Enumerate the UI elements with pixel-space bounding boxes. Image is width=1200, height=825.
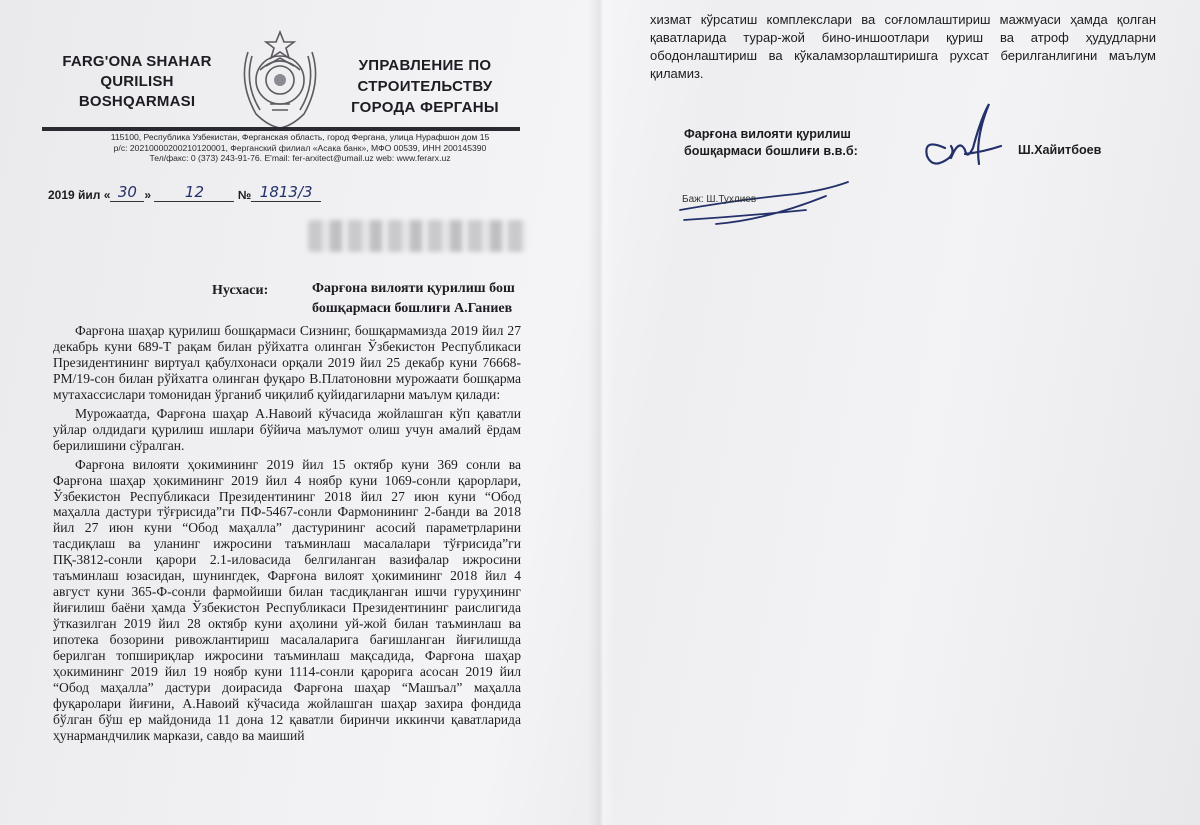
registration-day: 30 bbox=[117, 183, 137, 201]
page-fold bbox=[588, 0, 614, 825]
state-emblem-icon bbox=[230, 22, 330, 132]
letter-body-left bbox=[53, 323, 521, 744]
letterhead-right-line: УПРАВЛЕНИЕ ПО bbox=[358, 57, 492, 74]
copy-label: Нусхаси: bbox=[212, 283, 269, 298]
letterhead-left-line: BOSHQARMASI bbox=[78, 93, 196, 110]
letterhead-right bbox=[340, 55, 510, 118]
letterhead-address bbox=[80, 132, 520, 164]
executor-note: Бaж: Ш.Тухлиев bbox=[682, 194, 757, 205]
copy-recipient-line: Фарғона вилояти қурилиш бош bbox=[312, 281, 515, 296]
signatory-title-line: Фарғона вилояти қурилиш bbox=[684, 127, 851, 141]
signatory-title-line: бошқармаси бошлиғи в.в.б: bbox=[684, 144, 858, 158]
signatory-name: Ш.Хайитбоев bbox=[1018, 143, 1102, 157]
letterhead-left-line: QURILISH bbox=[100, 73, 174, 90]
letterhead-right-line: СТРОИТЕЛЬСТВУ bbox=[357, 78, 493, 95]
letterhead-right-line: ГОРОДА ФЕРГАНЫ bbox=[351, 99, 499, 116]
registration-line bbox=[48, 183, 348, 202]
letterhead-divider bbox=[42, 127, 520, 131]
registration-number-blank bbox=[251, 183, 321, 202]
address-line: 115100, Республика Узбекистан, Ферганская область, город Фергана, улица Нурафшон дом 15 bbox=[110, 132, 490, 142]
letterhead-left-line: FARG'ONA SHAHAR bbox=[62, 53, 212, 70]
handwritten-signature bbox=[905, 98, 1015, 178]
body-paragraph: Фарғона вилояти ҳокимининг 2019 йил 15 октябр куни 369 сонли ва Фарғона шаҳар ҳокимининг 2019 йил 4 ноябр куни 1069-сонли қарорлари, Ўзбекистон Республикаси Президентининг 2018 йил 27 июн куни “Обод маҳалла дастури тўғрисида”ги ПФ-5467-сонли Фармонининг 2-банди ва 2018 йил 27 июн куни “Обод маҳалла” дастурининг асосий параметрларини тасдиқлаш ва уланинг ижросини таъминлаш масалалари тўғрисида”ги ПҚ-3812-сонли қарори 2.1-иловасида белгиланган вазифалар ижросини таъминлаш юзасидан, шунингдек, Фарғона вилоят ҳокимининг 2018 йил 4 август куни 365-Ф-сонли фармойиши билан тасдиқланган ишчи гуруҳининг йиғилиш баёни ҳамда Ўзбекистон Республикаси Президентининг раислигида ўтказилган 2019 йил 28 октябр куни аҳолини уй-жой билан таъминлаш ва ипотека бозорини ривожлантириш масалаларига бағишланган йиғилишда берилган топшириқлар ижросини таъминлаш мақсадида, Фарғона шаҳар ҳокимининг 2019 йил 19 ноябр куни 1114-сонли қарорига асосан 2019 йил “Обод маҳалла” дастури доирасида Фарғона шаҳар “Машъал” маҳалла фуқаролари йиғини, А.Навоий кўчасида жойлашган шаҳар захира фондида бўлган бўш ер майдонида 11 дона 12 қаватли биринчи иккинчи қаватларида ҳунармандчилик маркази, савдо ва маиший bbox=[53, 456, 521, 743]
letter-body-right: хизмат кўрсатиш комплекслари ва соғломлаштириш мажмуаси ҳамда қолган қаватларида турар-жой бино-иншоотлари қуриш ва атроф ҳудудларни ободонлаштириш ва кўкаламзорлаштиришга рухсат берилганлигини маълум қиламиз. bbox=[650, 12, 1156, 81]
letterhead-left bbox=[42, 52, 232, 112]
registration-number: 1813/3 bbox=[259, 183, 313, 201]
address-line: Тел/факс: 0 (373) 243-91-76. E'mail: fer-arxitect@umail.uz web: www.ferarx.uz bbox=[149, 153, 451, 163]
registration-month: 12 bbox=[184, 183, 204, 201]
registration-day-blank bbox=[110, 183, 144, 202]
registration-year: 2019 йил « bbox=[48, 188, 111, 202]
redacted-addressee bbox=[308, 220, 526, 252]
registration-mid: » bbox=[144, 188, 152, 202]
body-paragraph: Фарғона шаҳар қурилиш бошқармаси Сизнинг, бошқармамизда 2019 йил 27 декабрь куни 689-Т рақам билан рўйхатга олинган Ўзбекистон Республикаси Президентининг виртуал қабулхонаси орқали 2019 йил 25 декабр куни 76668-РМ/19-сон билан рўйхатга олинган фуқаро В.Платоновни мурожаати бошқарма мутахассислари томонидан ўрганиб чиқилиб қуйидагиларни маълум қилади: bbox=[53, 323, 521, 402]
body-paragraph: Мурожаатда, Фарғона шаҳар А.Навоий кўчасида жойлашган кўп қаватли уйлар олдидаги қурилиш ишлари бўйича маълумот олиш учун амалий ёрдам берилишини сўралган. bbox=[53, 405, 521, 453]
registration-number-label: № bbox=[237, 188, 252, 202]
copy-recipient-line: бошқармаси бошлиғи А.Ганиев bbox=[312, 301, 513, 316]
copy-recipient bbox=[312, 279, 532, 319]
registration-month-blank bbox=[154, 183, 234, 202]
signatory-title bbox=[684, 126, 884, 160]
address-line: р/с: 20210000200210120001, Ферганский филиал «Асака банк», МФО 00539, ИНН 200145390 bbox=[113, 142, 487, 153]
